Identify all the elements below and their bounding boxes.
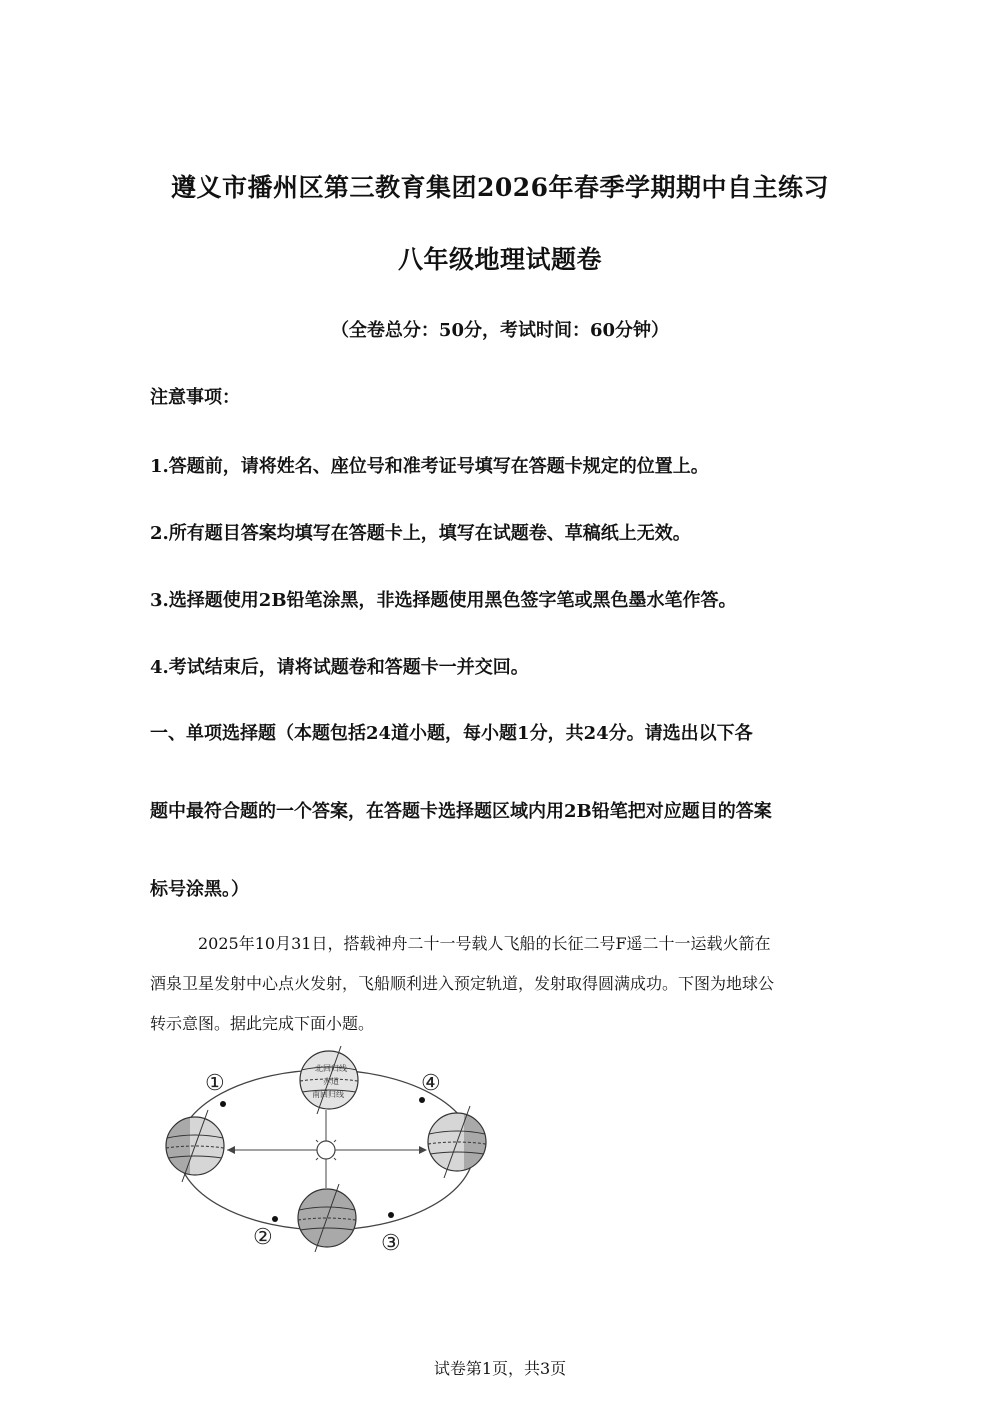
position-label-4: ④ (421, 1071, 441, 1096)
globe-latitude-label: 赤道 (323, 1077, 339, 1086)
earth-globe-bottom (298, 1184, 356, 1252)
position-label-1: ① (205, 1071, 225, 1096)
section-instructions: 一、单项选择题（本题包括24道小题，每小题1分，共24分。请选出以下各 (150, 723, 753, 744)
arrow-left-icon (227, 1146, 235, 1154)
position-label-2: ② (253, 1225, 273, 1250)
orbit-point (220, 1101, 226, 1107)
page-number: 试卷第1页，共3页 (433, 1359, 567, 1378)
exam-title: 遵义市播州区第三教育集团2026年春季学期期中自主练习 (170, 173, 830, 202)
passage-text: 转示意图。据此完成下面小题。 (150, 1014, 375, 1033)
earth-globe-left (166, 1110, 224, 1182)
exam-info: （全卷总分：50分，考试时间：60分钟） (330, 320, 670, 341)
globe-latitude-label: 北回归线 (315, 1064, 347, 1073)
notice-item: 1.答题前，请将姓名、座位号和准考证号填写在答题卡规定的位置上。 (150, 456, 709, 477)
earth-globe-top (300, 1046, 358, 1114)
position-label-3: ③ (381, 1231, 401, 1256)
orbit-point (388, 1212, 394, 1218)
notice-item: 2.所有题目答案均填写在答题卡上，填写在试题卷、草稿纸上无效。 (150, 523, 691, 544)
notice-heading: 注意事项： (150, 387, 240, 408)
passage-text: 酒泉卫星发射中心点火发射，飞船顺利进入预定轨道，发射取得圆满成功。下图为地球公 (150, 974, 775, 993)
orbit-point (419, 1097, 425, 1103)
exam-subject-title: 八年级地理试题卷 (397, 245, 602, 274)
notice-item: 3.选择题使用2B铅笔涂黑，非选择题使用黑色签字笔或黑色墨水笔作答。 (150, 590, 737, 611)
globe-latitude-label: 南回归线 (312, 1090, 344, 1099)
earth-revolution-diagram (155, 1040, 500, 1260)
earth-globe-right (428, 1106, 486, 1178)
arrow-right-icon (419, 1146, 427, 1154)
section-instructions: 题中最符合题的一个答案，在答题卡选择题区域内用2B铅笔把对应题目的答案 (150, 801, 772, 822)
section-instructions: 标号涂黑。） (150, 879, 249, 900)
orbit-point (272, 1216, 278, 1222)
notice-item: 4.考试结束后，请将试题卷和答题卡一并交回。 (150, 657, 529, 678)
passage-text: 2025年10月31日，搭载神舟二十一号载人飞船的长征二号F遥二十一运载火箭在 (198, 934, 771, 953)
